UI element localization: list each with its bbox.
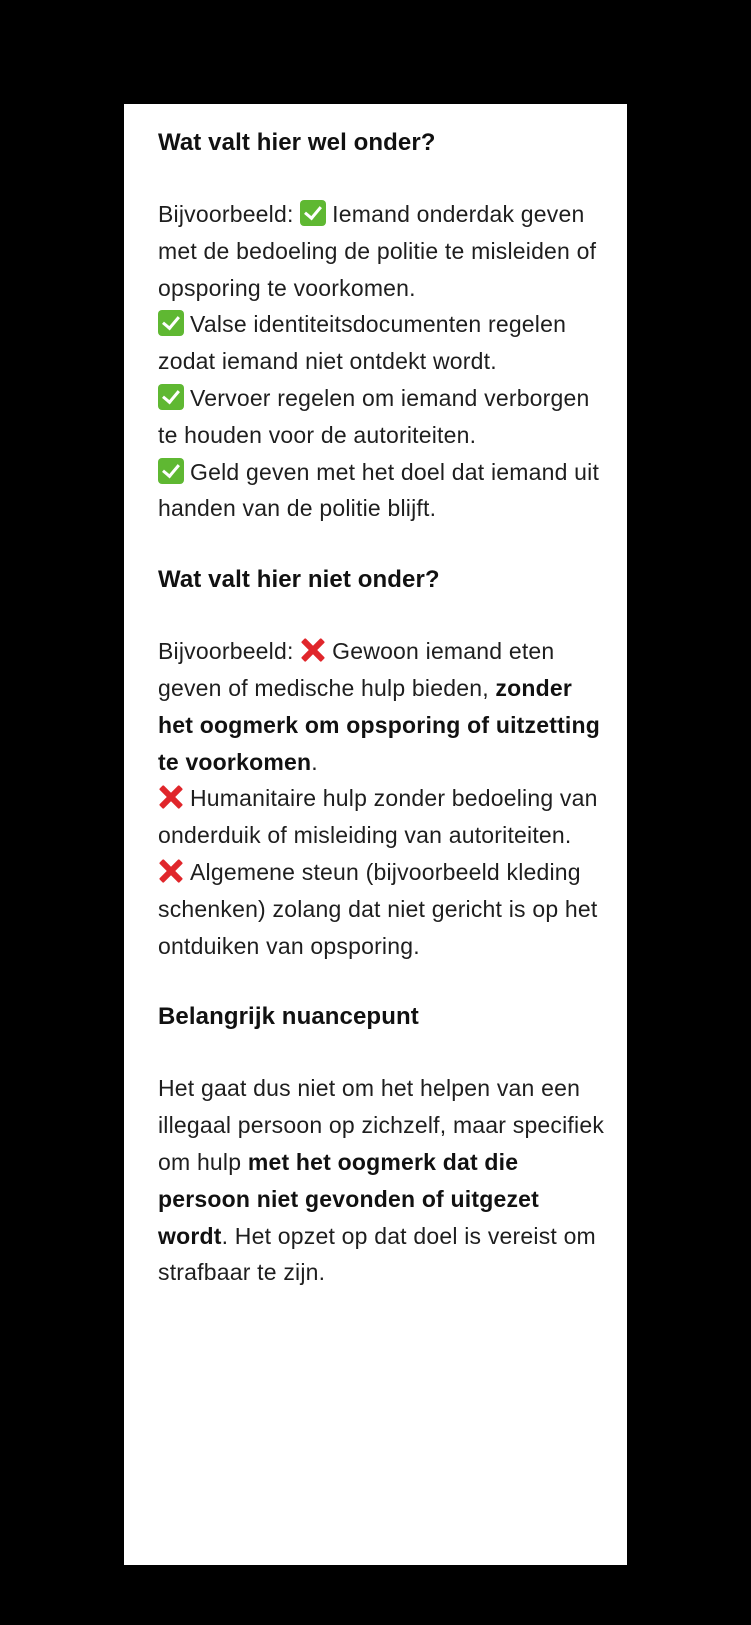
nuance-text-start: Het gaat dus niet om het helpen van een illegaal persoon op zichzelf, maar specifiek om hulp [158,1075,605,1175]
intro-label: Bijvoorbeeld: [158,638,294,665]
wel-item-4: Geld geven met het doel dat iemand uit handen van de politie blijft. [158,458,600,522]
wel-item-1: Iemand onderdak geven met de bedoeling de politie te misleiden of opsporing te voorkomen. [158,201,597,301]
wel-item-2: Valse identiteitsdocumenten regelen zodat iemand niet ontdekt wordt. [158,311,567,375]
niet-item-2: Humanitaire hulp zonder bedoeling van onderduik of misleiding van autoriteiten. [158,785,598,849]
niet-item-1-bold: zonder het oogmerk om opsporing of uitzetting te voorkomen [158,674,601,775]
cross-mark-icon [158,858,184,884]
niet-item-1-text: Gewoon iemand eten geven of medische hulp bieden, [158,638,555,701]
nuance-text-end: . Het opzet op dat doel is vereist om strafbaar te zijn. [158,1222,596,1286]
niet-list [158,633,607,964]
niet-item-3: Algemene steun (bijvoorbeeld kleding schenken) zolang dat niet gericht is op het ontduiken van opsporing. [158,858,598,959]
nuance-text-bold: met het oogmerk dat die persoon niet gevonden of uitgezet wordt [158,1148,540,1249]
intro-label: Bijvoorbeeld: [158,201,294,227]
cross-mark-icon [158,784,184,810]
heading-niet: Wat valt hier niet onder? [158,566,440,594]
wel-item-3: Vervoer regelen om iemand verborgen te houden voor de autoriteiten. [158,384,590,448]
cross-mark-icon [300,637,326,663]
check-mark-icon [158,310,184,336]
check-mark-icon [300,200,326,226]
heading-nuance: Belangrijk nuancepunt [158,1003,419,1031]
message-card [124,104,627,1565]
nuance-paragraph [158,1070,607,1291]
check-mark-icon [158,458,184,484]
check-mark-icon [158,384,184,410]
heading-wel: Wat valt hier wel onder? [158,129,436,156]
niet-item-1-end: . [311,748,318,775]
wel-list [158,196,607,527]
